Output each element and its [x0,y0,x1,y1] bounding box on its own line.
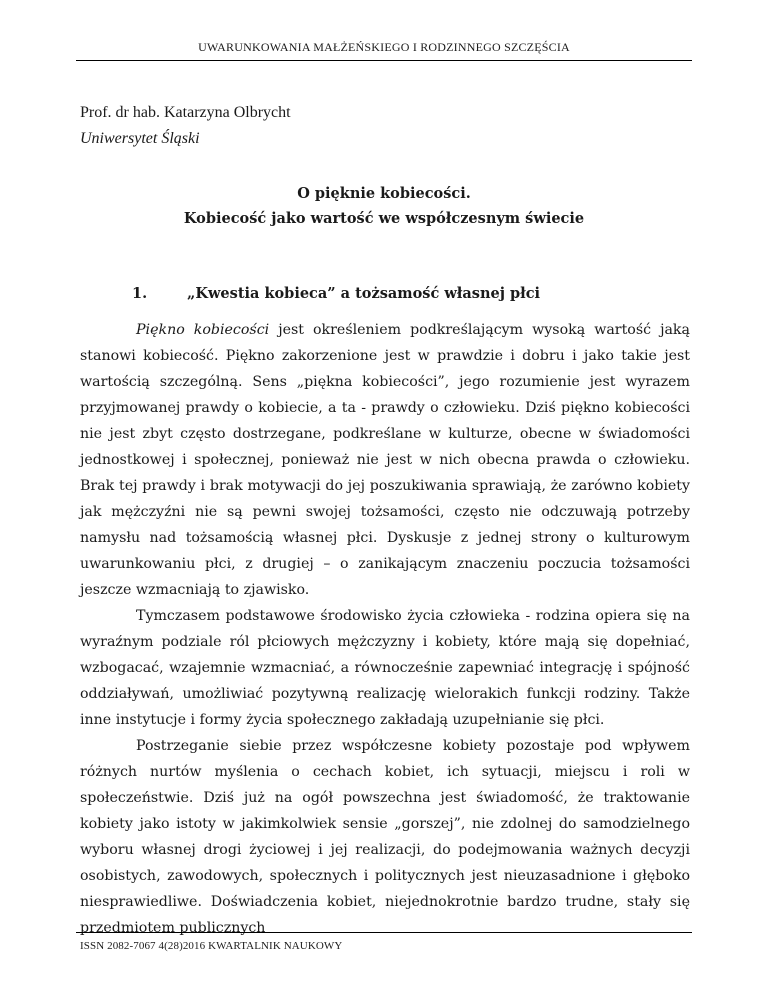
author-block [80,100,291,152]
header-divider [76,60,692,61]
title-line-1: O pięknie kobiecości. [297,185,471,202]
footer-divider [76,932,692,933]
section-heading [132,281,540,306]
paragraph-text: jest określeniem podkreślającym wysoką wartość jaką stanowi kobiecość. Piękno zakorzenione jest w prawdzie i dobru i jako takie jest wartością szczególną. Sens „piękna kobiecości”, jego rozumienie jest wyrazem przyjmowanej prawdy o kobiecie, a ta - prawdy o człowieku. Dziś piękno kobiecości nie jest zbyt często dostrzegane, podkreślane w kulturze, obecne w świadomości jednostkowej i społecznej, ponieważ nie jest w nich obecna prawda o człowieku. Brak tej prawdy i brak motywacji do jej poszukiwania sprawiają, że zarówno kobiety jak mężczyźni nie są pewni swojej tożsamości, często nie odczuwają potrzeby namysłu nad tożsamością własnej płci. Dyskusje z jednej strony o kulturowym uwarunkowaniu płci, z drugiej – o zanikającym znaczeniu poczucia tożsamości jeszcze wzmacniają to zjawisko. [80,322,690,598]
body-text [80,317,690,941]
author-name: Prof. dr hab. Katarzyna Olbrycht [80,104,291,121]
section-title: „Kwestia kobieca” a tożsamość własnej płci [187,285,541,302]
author-affiliation: Uniwersytet Śląski [80,130,200,147]
paragraph [80,317,690,603]
running-footer: ISSN 2082-7067 4(28)2016 KWARTALNIK NAUKOWY [80,940,343,952]
section-number: 1. [132,285,148,302]
paragraph-lead-italic: Piękno kobiecości [136,322,270,338]
paragraph: Tymczasem podstawowe środowisko życia człowieka - rodzina opiera się na wyraźnym podziale ról płciowych mężczyzny i kobiety, które mają się dopełniać, wzbogacać, wzajemnie wzmacniać, a równocześnie zapewniać integrację i spójność oddziaływań, umożliwiać pozytywną realizację wielorakich funkcji rodziny. Także inne instytucje i formy życia społecznego zakładają uzupełnianie się płci. [80,608,690,728]
title-line-2: Kobiecość jako wartość we współczesnym świecie [183,210,585,227]
article-title [0,181,768,231]
running-header: UWARUNKOWANIA MAŁŻEŃSKIEGO I RODZINNEGO SZCZĘŚCIA [198,40,570,54]
paragraph: Postrzeganie siebie przez współczesne kobiety pozostaje pod wpływem różnych nurtów myślenia o cechach kobiet, ich sytuacji, miejscu i roli w społeczeństwie. Dziś już na ogół powszechna jest świadomość, że traktowanie kobiety jako istoty w jakimkolwiek sensie „gorszej”, nie zdolnej do samodzielnego wyboru własnej drogi życiowej i jej realizacji, do podejmowania ważnych decyzji osobistych, zawodowych, społecznych i politycznych jest nieuzasadnione i głęboko niesprawiedliwe. Doświadczenia kobiet, niejednokrotnie bardzo trudne, stały się przedmiotem publicznych [80,738,690,936]
